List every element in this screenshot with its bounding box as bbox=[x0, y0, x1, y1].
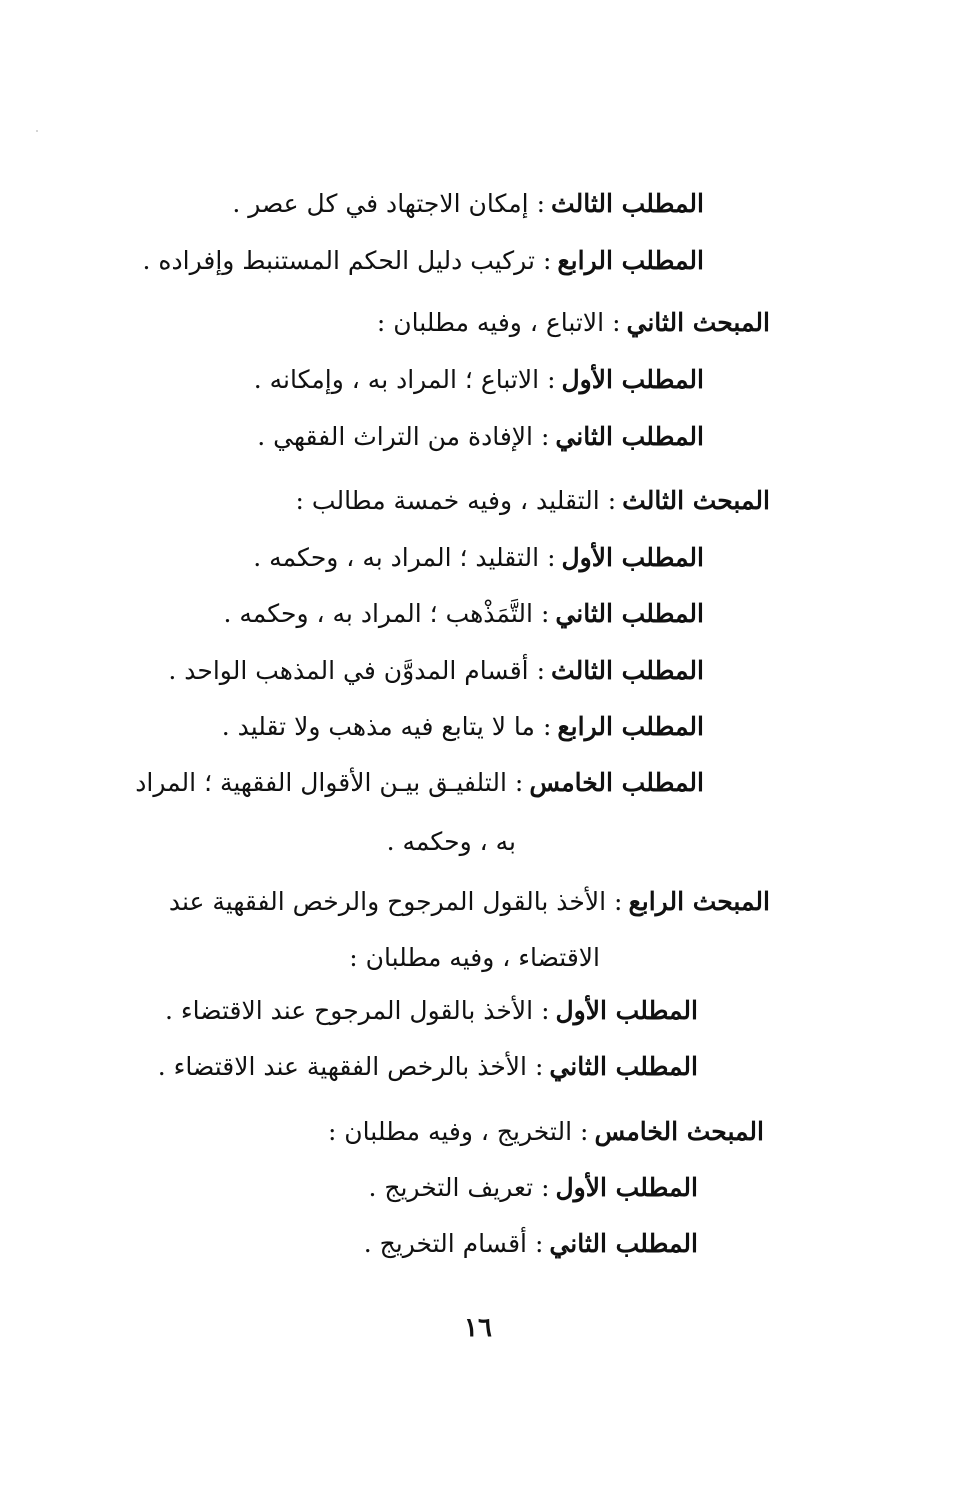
toc-line-label: المطلب الثالث bbox=[551, 189, 704, 218]
scan-speck bbox=[36, 130, 38, 132]
toc-line-matlab bbox=[364, 1227, 698, 1261]
toc-line-label: المبحث الثالث bbox=[622, 486, 770, 515]
toc-line-colon: : bbox=[547, 365, 556, 394]
toc-line-colon: : bbox=[540, 422, 550, 451]
toc-line-colon: : bbox=[580, 1117, 589, 1146]
toc-line-mabhath bbox=[377, 306, 770, 340]
toc-line-label: المطلب الثاني bbox=[549, 1052, 698, 1081]
toc-line-matlab bbox=[222, 710, 704, 744]
toc-line-colon: : bbox=[514, 768, 524, 797]
toc-line-text: إمكان الاجتهاد في كل عصر . bbox=[232, 189, 529, 218]
toc-line-colon: : bbox=[540, 599, 550, 628]
toc-line-label: المطلب الأول bbox=[561, 365, 704, 394]
toc-line-matlab bbox=[254, 363, 704, 397]
toc-line-colon: : bbox=[541, 996, 550, 1025]
toc-line-label: المطلب الأول bbox=[555, 996, 698, 1025]
toc-line-colon: : bbox=[607, 486, 617, 515]
toc-line-colon: : bbox=[541, 1173, 550, 1202]
toc-line-text: التقليد ؛ المراد به ، وحكمه . bbox=[253, 543, 540, 572]
toc-line-matlab bbox=[135, 766, 704, 800]
toc-line-label: المطلب الثاني bbox=[549, 1229, 698, 1258]
toc-line-matlab bbox=[165, 994, 698, 1028]
page-number: ١٦ bbox=[464, 1313, 492, 1343]
toc-line-colon: : bbox=[614, 887, 623, 916]
toc-line-text: تركيب دليل الحكم المستنبط وإفراده . bbox=[142, 246, 535, 275]
toc-line-label: المطلب الثاني bbox=[555, 599, 704, 628]
toc-line-continuation: به ، وحكمه . bbox=[386, 827, 516, 856]
toc-line-text: الأخذ بالرخص الفقهية عند الاقتضاء . bbox=[157, 1052, 527, 1081]
toc-line-matlab bbox=[232, 187, 704, 221]
toc-line-matlab bbox=[368, 1171, 698, 1205]
toc-line-colon: : bbox=[612, 308, 621, 337]
toc-line-colon: : bbox=[547, 543, 556, 572]
toc-line-text: أقسام التخريج . bbox=[363, 1229, 527, 1258]
toc-line-matlab bbox=[143, 244, 704, 278]
toc-line-label: المطلب الثاني bbox=[555, 422, 704, 451]
toc-line-matlab bbox=[168, 654, 704, 688]
toc-line-label: المبحث الثاني bbox=[626, 308, 770, 337]
toc-line-text: أقسام المدوَّن في المذهب الواحد . bbox=[168, 656, 529, 685]
toc-line-colon: : bbox=[536, 656, 546, 685]
toc-line-label: المطلب الأول bbox=[555, 1173, 698, 1202]
toc-line-label: المطلب الخامس bbox=[529, 768, 704, 797]
toc-line-colon: : bbox=[534, 1229, 544, 1258]
toc-line-text: تعريف التخريج . bbox=[368, 1173, 534, 1202]
toc-line-colon: : bbox=[542, 712, 552, 741]
toc-line-text: ما لا يتابع فيه مذهب ولا تقليد . bbox=[221, 712, 535, 741]
toc-line-colon: : bbox=[542, 246, 552, 275]
toc-line-mabhath bbox=[296, 484, 770, 518]
toc-line-text: الإفادة من التراث الفقهي . bbox=[257, 422, 533, 451]
toc-line-text: التقليد ، وفيه خمسة مطالب : bbox=[295, 486, 600, 515]
toc-line-label: المطلب الأول bbox=[561, 543, 704, 572]
toc-line-continuation: الاقتضاء ، وفيه مطلبان : bbox=[349, 943, 600, 972]
toc-line-text: الاتباع ، وفيه مطلبان : bbox=[376, 308, 605, 337]
toc-line-label: المطلب الرابع bbox=[557, 712, 704, 741]
toc-line-text: التلفيـق بيـن الأقوال الفقهية ؛ المراد bbox=[135, 768, 507, 797]
toc-line-label: المبحث الخامس bbox=[594, 1117, 764, 1146]
toc-line-matlab bbox=[223, 597, 704, 631]
toc-line-text: الأخذ بالقول المرجوح عند الاقتضاء . bbox=[165, 996, 534, 1025]
toc-line-label: المطلب الثالث bbox=[551, 656, 704, 685]
toc-line-matlab bbox=[257, 420, 704, 454]
toc-line-matlab bbox=[253, 541, 704, 575]
toc-line-text: التَّمَذْهب ؛ المراد به ، وحكمه . bbox=[223, 599, 533, 628]
toc-line-mabhath bbox=[328, 1115, 764, 1149]
toc-line-colon: : bbox=[534, 1052, 544, 1081]
toc-line-text: الأخذ بالقول المرجوح والرخص الفقهية عند bbox=[168, 887, 607, 916]
toc-line-text: الاتباع ؛ المراد به ، وإمكانه . bbox=[253, 365, 540, 394]
toc-line-colon: : bbox=[536, 189, 546, 218]
toc-line-mabhath bbox=[169, 885, 770, 919]
toc-line-text: التخريج ، وفيه مطلبان : bbox=[327, 1117, 573, 1146]
toc-line-matlab bbox=[158, 1050, 698, 1084]
toc-line-label: المطلب الرابع bbox=[557, 246, 704, 275]
toc-line-label: المبحث الرابع bbox=[628, 887, 770, 916]
